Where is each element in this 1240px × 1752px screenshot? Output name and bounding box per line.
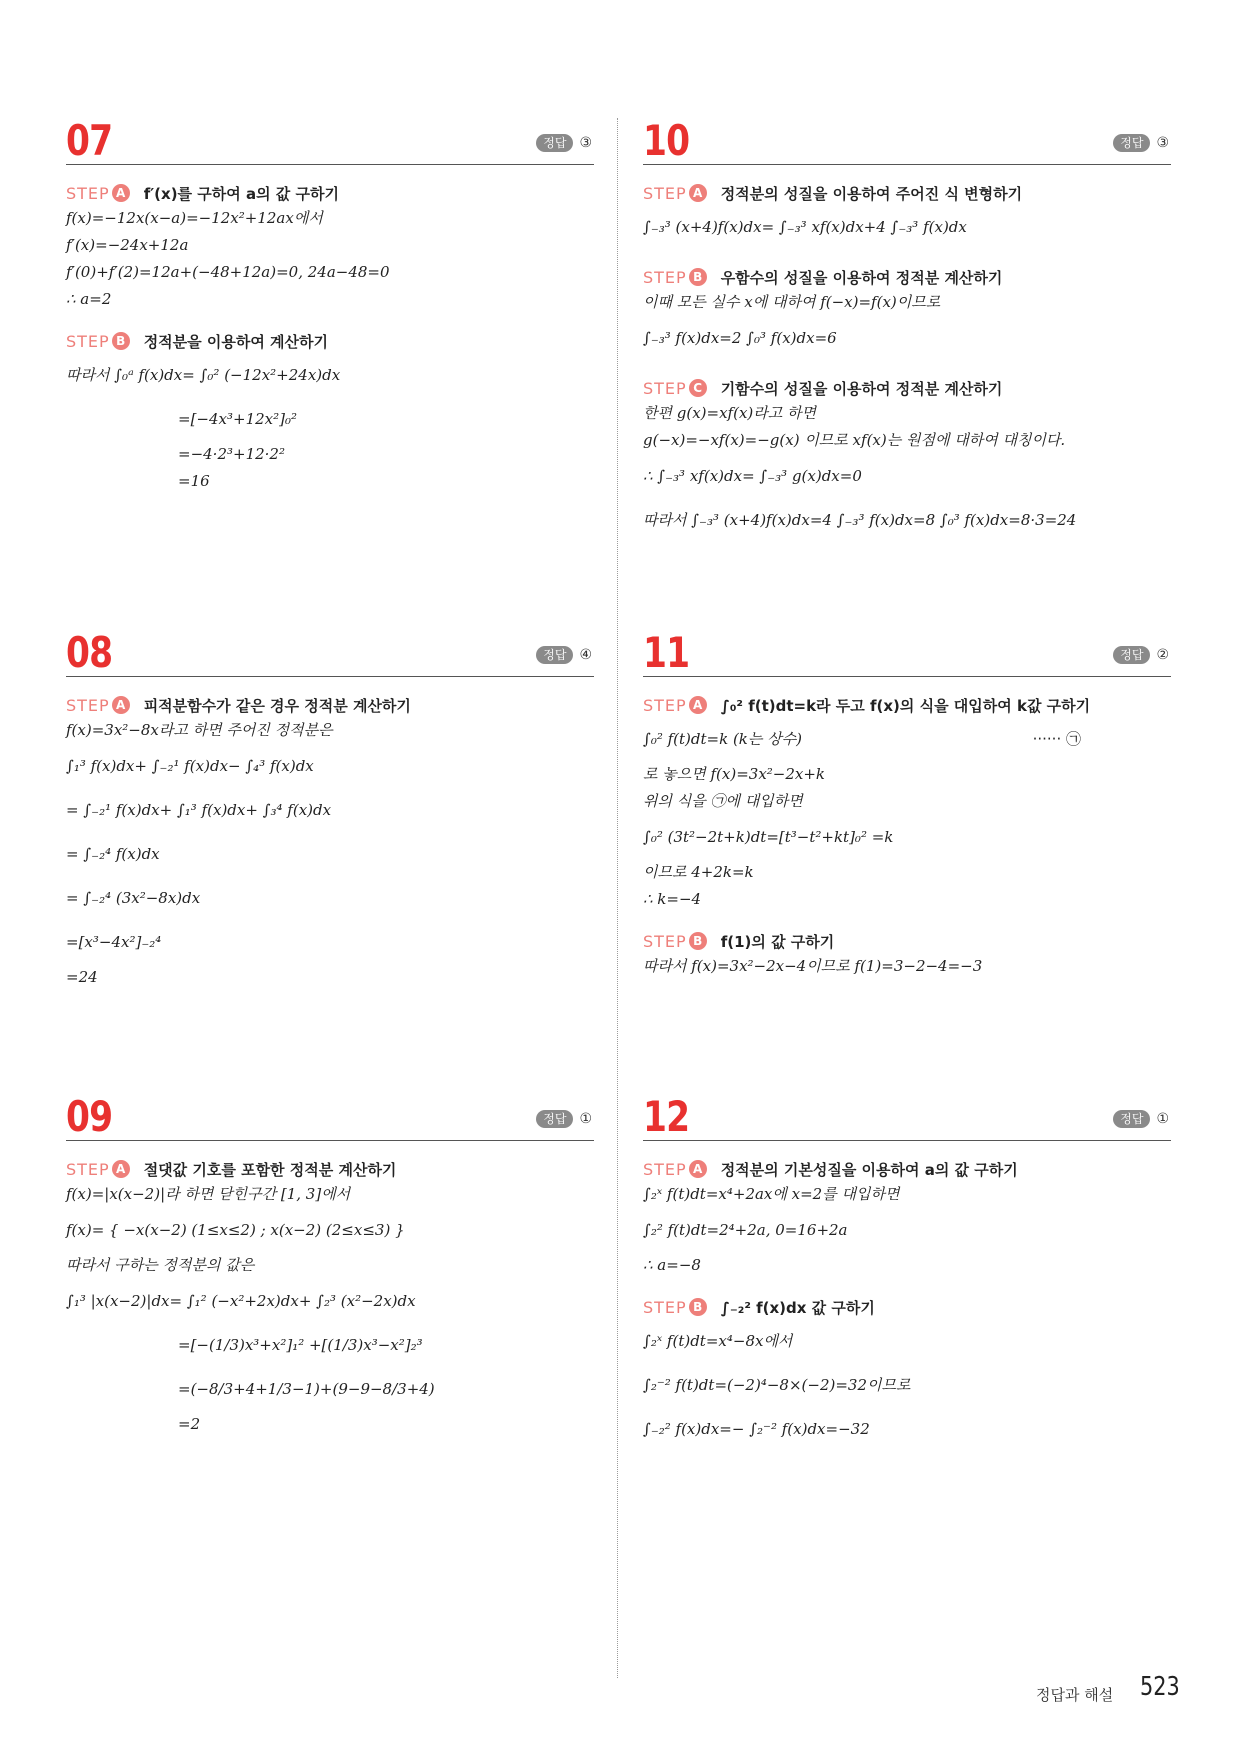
step-letter: B [112, 332, 130, 350]
solution-line: ∫₂² f(t)dt=2⁴+2a, 0=16+2a [643, 1221, 848, 1239]
step-title: 우함수의 성질을 이용하여 정적분 계산하기 [720, 268, 1003, 287]
solution-line: = ∫₋₂¹ f(x)dx+ ∫₁³ f(x)dx+ ∫₃⁴ f(x)dx [66, 801, 332, 819]
step-label: STEP [66, 695, 110, 715]
step-letter: B [689, 932, 707, 950]
step-letter: A [112, 1160, 130, 1178]
problem-number: 10 [643, 116, 690, 165]
solution-line: 이때 모든 실수 x에 대하여 f(−x)=f(x)이므로 [643, 293, 941, 311]
step-heading [66, 181, 594, 205]
solution-line: f(x)= { −x(x−2) (1≤x≤2) ; x(x−2) (2≤x≤3) } [66, 1221, 405, 1239]
solution-line: ∴ k=−4 [643, 890, 702, 908]
solution-line [643, 717, 1171, 761]
solution-line: 이므로 4+2k=k [643, 863, 754, 881]
problem-header [66, 118, 594, 165]
solution-line: ∴ a=2 [66, 290, 112, 308]
solution-line: f(x)=−12x(x−a)=−12x²+12ax에서 [66, 209, 323, 227]
answer-value: ③ [579, 134, 592, 151]
solution-line: f(x)=3x²−8x라고 하면 주어진 정적분은 [66, 721, 333, 739]
solution-line: =24 [66, 968, 98, 986]
solution-line: 한편 g(x)=xf(x)라고 하면 [643, 404, 816, 422]
answer-badge: 정답 [536, 646, 573, 664]
step-heading [643, 181, 1171, 205]
solution-line: ∫₋₂² f(x)dx=− ∫₂⁻² f(x)dx=−32 [643, 1420, 870, 1438]
answer-indicator [1113, 646, 1169, 664]
step-label: STEP [643, 1297, 687, 1317]
solution-line: =2 [178, 1415, 201, 1433]
step-title: 정적분을 이용하여 계산하기 [143, 332, 329, 351]
answer-badge: 정답 [536, 1110, 573, 1128]
problem-header [643, 1094, 1171, 1141]
step-title: ∫₋₂² f(x)dx 값 구하기 [720, 1298, 875, 1317]
solution-line: ∫₀² (3t²−2t+k)dt=[t³−t²+kt]₀² =k [643, 828, 894, 846]
answer-badge: 정답 [536, 134, 573, 152]
column-divider [617, 118, 618, 1678]
solution-line: g(−x)=−xf(x)=−g(x) 이므로 xf(x)는 원점에 대하여 대칭이다. [643, 431, 1066, 449]
problem-number: 09 [66, 1092, 113, 1141]
solution-line: ∫₂ˣ f(t)dt=x⁴−8x에서 [643, 1332, 793, 1350]
step-letter: B [689, 1298, 707, 1316]
answer-indicator [536, 1110, 592, 1128]
solution-line: f(x)=|x(x−2)|라 하면 닫힌구간 [1, 3]에서 [66, 1185, 351, 1203]
step-letter: A [689, 1160, 707, 1178]
solution-line: ∫₁³ |x(x−2)|dx= ∫₁² (−x²+2x)dx+ ∫₂³ (x²−2x)dx [66, 1292, 416, 1310]
equation-tag: ······ ㉠ [1032, 730, 1081, 748]
answer-badge: 정답 [1113, 134, 1150, 152]
step-label: STEP [643, 695, 687, 715]
answer-indicator [1113, 134, 1169, 152]
step-label: STEP [66, 183, 110, 203]
answer-badge: 정답 [1113, 1110, 1150, 1128]
step-label: STEP [643, 931, 687, 951]
answer-value: ④ [579, 646, 592, 663]
problem-header [643, 630, 1171, 677]
step-title: 피적분함수가 같은 경우 정적분 계산하기 [143, 696, 411, 715]
solution-text: ∫₀² f(t)dt=k (k는 상수) [643, 730, 802, 748]
step-letter: A [689, 696, 707, 714]
solution-line: ∫₋₃³ f(x)dx=2 ∫₀³ f(x)dx=6 [643, 329, 837, 347]
problem-number: 12 [643, 1092, 690, 1141]
problem-number: 11 [643, 628, 690, 677]
step-letter: A [689, 184, 707, 202]
solution-line: 따라서 f(x)=3x²−2x−4이므로 f(1)=3−2−4=−3 [643, 957, 983, 975]
answer-indicator [1113, 1110, 1169, 1128]
step-letter: A [112, 696, 130, 714]
answer-badge: 정답 [1113, 646, 1150, 664]
solution-line: =[−(1/3)x³+x²]₁² +[(1/3)x³−x²]₂³ [178, 1336, 423, 1354]
problem-10 [643, 118, 1171, 542]
step-heading [643, 1295, 1171, 1319]
step-title: 정적분의 기본성질을 이용하여 a의 값 구하기 [720, 1160, 1018, 1179]
step-title: 정적분의 성질을 이용하여 주어진 식 변형하기 [720, 184, 1023, 203]
problem-09 [66, 1094, 594, 1438]
step-label: STEP [643, 183, 687, 203]
step-heading [643, 929, 1171, 953]
problem-12 [643, 1094, 1171, 1451]
step-letter: B [689, 268, 707, 286]
step-heading [643, 376, 1171, 400]
step-label: STEP [643, 378, 687, 398]
solution-line: 따라서 ∫₋₃³ (x+4)f(x)dx=4 ∫₋₃³ f(x)dx=8 ∫₀³ f(x)dx=8·3=24 [643, 511, 1077, 529]
step-title: 절댓값 기호를 포함한 정적분 계산하기 [143, 1160, 397, 1179]
step-letter: A [112, 184, 130, 202]
step-label: STEP [66, 331, 110, 351]
solution-line: = ∫₋₂⁴ f(x)dx [66, 845, 160, 863]
solution-line: 따라서 ∫₀ᵃ f(x)dx= ∫₀² (−12x²+24x)dx [66, 366, 341, 384]
step-letter: C [689, 379, 707, 397]
solution-line: ∫₋₃³ (x+4)f(x)dx= ∫₋₃³ xf(x)dx+4 ∫₋₃³ f(x)dx [643, 218, 967, 236]
solution-line: =[−4x³+12x²]₀² [178, 410, 298, 428]
solution-line: f′(x)=−24x+12a [66, 236, 189, 254]
solution-line: ∴ ∫₋₃³ xf(x)dx= ∫₋₃³ g(x)dx=0 [643, 467, 862, 485]
solution-line: f′(0)+f′(2)=12a+(−48+12a)=0, 24a−48=0 [66, 263, 390, 281]
answer-indicator [536, 134, 592, 152]
step-title: ∫₀² f(t)dt=k라 두고 f(x)의 식을 대입하여 k값 구하기 [720, 696, 1091, 715]
step-heading [66, 329, 594, 353]
solution-line: ∫₂ˣ f(t)dt=x⁴+2ax에 x=2를 대입하면 [643, 1185, 900, 1203]
page-number: 523 [1140, 1672, 1180, 1702]
step-label: STEP [643, 1159, 687, 1179]
solution-line: 따라서 구하는 정적분의 값은 [66, 1256, 255, 1274]
answer-value: ② [1156, 646, 1169, 663]
step-label: STEP [643, 267, 687, 287]
problem-11 [643, 630, 1171, 980]
step-heading [66, 1157, 594, 1181]
problem-number: 07 [66, 116, 113, 165]
problem-08 [66, 630, 594, 991]
step-title: f(1)의 값 구하기 [720, 932, 835, 951]
solution-line: 로 놓으면 f(x)=3x²−2x+k [643, 765, 826, 783]
answer-value: ① [1156, 1110, 1169, 1127]
solution-line: ∫₂⁻² f(t)dt=(−2)⁴−8×(−2)=32이므로 [643, 1376, 911, 1394]
solution-line: = ∫₋₂⁴ (3x²−8x)dx [66, 889, 201, 907]
solution-line: ∴ a=−8 [643, 1256, 701, 1274]
answer-value: ③ [1156, 134, 1169, 151]
solution-line: =−4·2³+12·2² [178, 445, 285, 463]
solution-line: ∫₁³ f(x)dx+ ∫₋₂¹ f(x)dx− ∫₄³ f(x)dx [66, 757, 314, 775]
step-label: STEP [66, 1159, 110, 1179]
solution-line: =16 [178, 472, 210, 490]
step-heading [643, 693, 1171, 717]
solution-line: =[x³−4x²]₋₂⁴ [66, 933, 162, 951]
solution-line: =(−8/3+4+1/3−1)+(9−9−8/3+4) [178, 1380, 435, 1398]
problem-07 [66, 118, 594, 495]
problem-number: 08 [66, 628, 113, 677]
answer-indicator [536, 646, 592, 664]
footer-label: 정답과 해설 [1036, 1686, 1114, 1704]
step-heading [643, 1157, 1171, 1181]
step-title: 기함수의 성질을 이용하여 정적분 계산하기 [720, 379, 1003, 398]
step-heading [643, 265, 1171, 289]
problem-header [66, 630, 594, 677]
step-title: f′(x)를 구하여 a의 값 구하기 [143, 184, 339, 203]
problem-header [66, 1094, 594, 1141]
answer-value: ① [579, 1110, 592, 1127]
problem-header [643, 118, 1171, 165]
solution-line: 위의 식을 ㉠에 대입하면 [643, 792, 803, 810]
step-heading [66, 693, 594, 717]
